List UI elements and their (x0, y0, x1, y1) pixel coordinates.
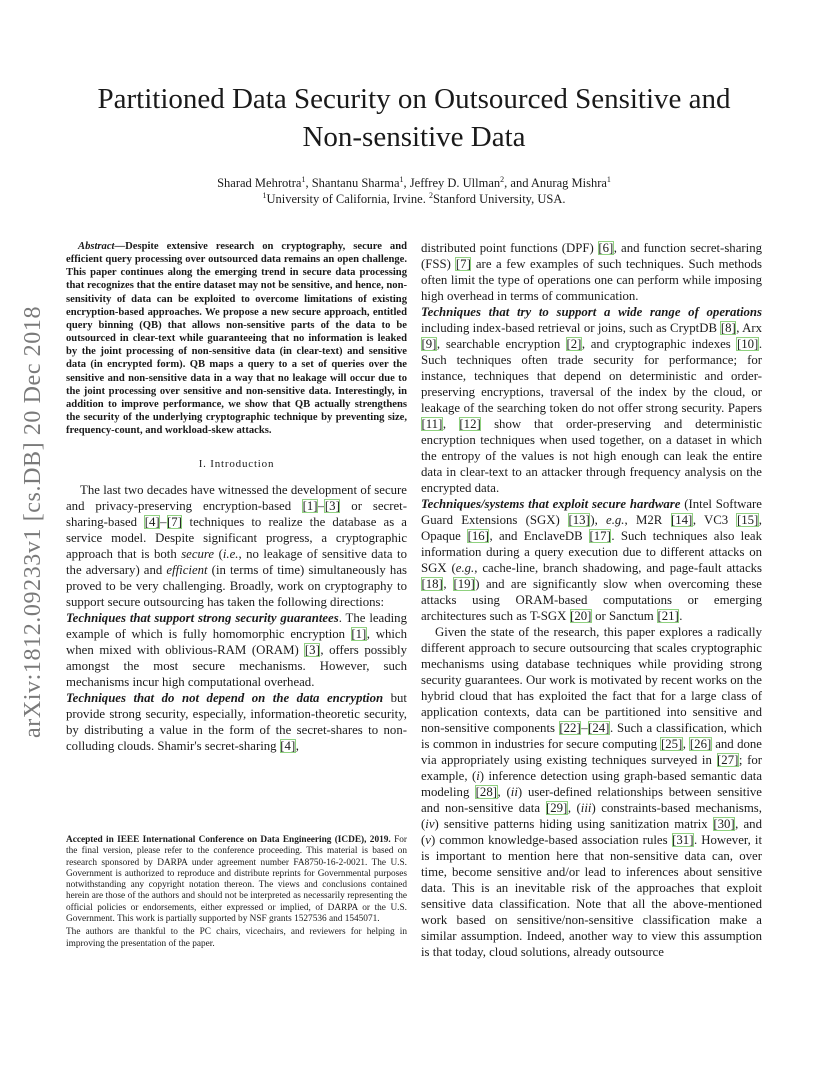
citation-link[interactable]: [4] (144, 515, 160, 530)
text: ) inference detection using graph-based semantic data modeling (421, 769, 763, 799)
text: ) common knowledge-based association rules (430, 833, 672, 847)
affiliation-mark: 2 (428, 191, 433, 200)
emphasis: secure (181, 547, 215, 562)
citation-link[interactable]: [18] (421, 577, 443, 591)
citation-link[interactable]: [7] (455, 257, 471, 271)
text: , VC3 (692, 513, 737, 527)
text: techniques to realize the database as a service model. Despite significant progress, a cryptographic approach that is both (66, 515, 407, 562)
footnote-thanks: The authors are thankful to the PC chairs, vicechairs, and reviewers for helping in improving the presentation of the paper. (66, 927, 407, 949)
text: including index-based retrieval or joins, such as CryptDB (421, 321, 721, 335)
affiliation-name: Stanford University, USA. (432, 192, 566, 206)
direction-strong-security (66, 610, 407, 690)
enumerator: ii (510, 785, 518, 799)
citation-link[interactable]: [8] (720, 321, 736, 335)
citation-link[interactable]: [24] (588, 721, 610, 735)
text: show that order-preserving and deterministic encryption techniques when used together, on a dataset in which the entropy of the values is not high enough can leak the entire data in clear-text to an attacker through frequency analysis on the encrypted data. (421, 417, 762, 495)
citation-link[interactable]: [17] (589, 529, 611, 543)
direction-wide-operations (421, 304, 762, 496)
text: , which when mixed with oblivious-RAM (ORAM) (66, 627, 407, 658)
affiliation-mark: 1 (606, 175, 611, 184)
funding-note: For the final version, please refer to the conference proceeding. This material is based on research sponsored by DARPA under agreement number FA8750-16-2-0021. The U.S. Government is authorized to reproduce and distribute reprints for Governmental purposes notwithstanding any copyright notation thereon. The views and conclusions contained herein are those of the authors and should not be interpreted as necessarily representing the official policies or endorsements, either expressed or implied, of DARPA or the U.S. Government. This work is partially supported by NSF grants 1527536 and 1545071. (66, 835, 407, 925)
text: , Arx (736, 321, 763, 335)
text: ) user-defined relationships between sensitive and non-sensitive data (421, 785, 762, 815)
footnote (66, 835, 407, 952)
separator: , and (504, 176, 531, 190)
text: are a few examples of such techniques. Such methods often limit the type of operations one can perform while imposing high overhead in terms of communication. (421, 257, 762, 303)
text: . (679, 609, 683, 623)
citation-link[interactable]: [11] (421, 417, 443, 431)
enumerator: v (425, 833, 431, 847)
enumerator: i (476, 769, 480, 783)
citation-link[interactable]: [27] (717, 753, 739, 767)
text: or secret-sharing-based (66, 499, 407, 530)
citation-link[interactable]: [16] (467, 529, 489, 543)
text: , searchable encryption (436, 337, 566, 351)
citation-link[interactable]: [13] (568, 513, 590, 527)
acceptance-note: Accepted in IEEE International Conference on Data Engineering (ICDE), 2019. (66, 835, 391, 845)
text: (Intel Software Guard Extensions (SGX) (421, 497, 762, 527)
text: . Such a classification, which is common in industries for secure computing (421, 721, 763, 751)
text: . The leading example of which is fully homomorphic encryption (66, 611, 407, 642)
citation-link[interactable]: [9] (421, 337, 437, 351)
citation-link[interactable]: [29] (546, 801, 568, 815)
citation-link[interactable]: [3] (324, 499, 340, 514)
citation-link[interactable]: [31] (672, 833, 694, 847)
citation-link[interactable]: [3] (304, 643, 320, 658)
left-column (66, 240, 407, 754)
citation-link[interactable]: [14] (671, 513, 693, 527)
citation-link[interactable]: [30] (713, 817, 735, 831)
enumerator: iv (425, 817, 435, 831)
text: – (160, 515, 167, 530)
text: – (581, 721, 588, 735)
text: ) sensitive patterns hiding using sanitization matrix (434, 817, 713, 831)
text: , (295, 739, 299, 754)
abstract-text: —Despite extensive research on cryptography, secure and efficient query processing over outsourced data remains an open challenge. This paper continues along the emerging trend in secure data processing that recognizes that the entire dataset may not be sensitive, and hence, non-sensitivity of data can be exploited to overcome limitations of existing encryption-based approaches. We propose a new secure approach, entitled query binning (QB) that allows non-sensitive parts of the data to be outsourced in clear-text while guaranteeing that no information is leaked by the joint processing of non-sensitive data (in clear-text) and sensitive data (in encrypted form). QB maps a query to a set of queries over the sensitive and non-sensitive data in a way that no leakage will occur due to the joint processing over sensitive and non-sensitive data. Interestingly, in addition to improve performance, we show that QB actually strengthens the security of the underlying cryptographic technique by preventing size, frequency-count, and workload-skew attacks. (66, 241, 407, 437)
intro-paragraph (66, 482, 407, 610)
citation-link[interactable]: [7] (167, 515, 182, 530)
arxiv-identifier: arXiv:1812.09233v1 [cs.DB] 20 Dec 2018 (20, 305, 46, 739)
text: , and cryptographic indexes (581, 337, 737, 351)
text: , ( (497, 785, 511, 799)
citation-link[interactable]: [15] (736, 513, 759, 527)
paper-title: Partitioned Data Security on Outsourced Sensitive and Non-sensitive Data (97, 83, 731, 153)
citation-link[interactable]: [20] (570, 609, 592, 623)
emphasis: efficient (166, 563, 208, 578)
author-name: Jeffrey D. Ullman (409, 176, 501, 190)
direction-secure-hardware (421, 496, 762, 624)
citation-link[interactable]: [10] (736, 337, 759, 351)
text: . Such techniques often trade security for performance; for instance, techniques that depend on deterministic and order-preserving encryptions, traversal of the index by the cloud, or leakage of the searching token do not offer strong security. Papers (421, 337, 763, 415)
affiliation-mark: 1 (301, 175, 306, 184)
citation-link[interactable]: [19] (453, 577, 475, 591)
text: , offers possibly amongst the most secure mechanisms. However, such mechanisms incur high computational overhead. (66, 643, 407, 690)
text: , (443, 577, 453, 591)
author-name: Anurag Mishra (530, 176, 607, 190)
citation-link[interactable]: [12] (459, 417, 481, 431)
text: ; for example, ( (421, 753, 763, 783)
citation-link[interactable]: [22] (559, 721, 581, 735)
text: , no leakage of sensitive data to the adversary) and (66, 547, 407, 578)
right-column (421, 240, 762, 960)
text: , (442, 417, 459, 431)
citation-link[interactable]: [4] (280, 739, 296, 754)
citation-link[interactable]: [25] (660, 737, 683, 751)
citation-link[interactable]: [1] (351, 627, 367, 642)
run-in-heading: Techniques that do not depend on the data encryption (66, 691, 384, 706)
run-in-heading: Techniques that support strong security guarantees (66, 611, 339, 626)
text: The last two decades have witnessed the development of secure and privacy-preserving encryption-based (66, 483, 407, 514)
citation-link[interactable]: [26] (689, 737, 712, 751)
emphasis: i.e. (222, 547, 239, 562)
affiliation-mark: 1 (399, 175, 404, 184)
citation-link[interactable]: [6] (598, 241, 614, 255)
emphasis: e.g. (606, 513, 625, 527)
right-paragraph-approach (421, 624, 762, 960)
text: Given the state of the research, this paper explores a radically different approach to secure outsourcing that scales cryptographic mechanisms using database techniques while providing strong security guarantees. Our work is motivated by recent works on the hybrid cloud that has exploited the fact that for a large class of application contexts, data can be partitioned into sensitive and non-sensitive components (421, 625, 762, 735)
text: ), (590, 513, 607, 527)
text: – (318, 499, 325, 514)
text: , and function secret-sharing (FSS) (421, 241, 762, 271)
abstract-label: Abstract (78, 241, 115, 252)
separator: , (403, 176, 410, 190)
author-name: Sharad Mehrotra (217, 176, 302, 190)
text: but provide strong security, especially, information-theoretic security, by distributing a value in the form of the secret-shares to non-colluding clouds. Shamir's secret-sharing (66, 691, 407, 754)
text: , Opaque (421, 513, 762, 543)
footnote-acceptance (66, 835, 407, 925)
run-in-heading: Techniques that try to support a wide range of operations (421, 305, 762, 319)
text: ) constraints-based mechanisms, ( (421, 801, 762, 831)
run-in-heading: Techniques/systems that exploit secure hardware (421, 497, 681, 511)
direction-no-encryption (66, 690, 407, 754)
citation-link[interactable]: [28] (475, 785, 497, 799)
text: distributed point functions (DPF) (421, 241, 598, 255)
text: , M2R (624, 513, 671, 527)
text: (in terms of time) simultaneously has proved to be very challenging. Broadly, work on cryptography to support secure outsourcing has taken the following directions: (66, 563, 407, 610)
enumerator: iii (580, 801, 592, 815)
abstract (66, 240, 407, 437)
citation-link[interactable]: [21] (657, 609, 679, 623)
right-paragraph-1 (421, 240, 762, 304)
affiliations (66, 191, 762, 207)
text: , ( (567, 801, 581, 815)
text: or Sanctum (591, 609, 657, 623)
section-heading-introduction: I. Introduction (198, 458, 275, 471)
text: , and EnclaveDB (489, 529, 590, 543)
citation-link[interactable]: [2] (566, 337, 582, 351)
text: , (682, 737, 690, 751)
affiliation-mark: 1 (262, 191, 267, 200)
text: , and ( (421, 817, 762, 847)
affiliation-mark: 2 (500, 175, 505, 184)
author-list (66, 175, 762, 191)
text: . Such techniques also leak information during a query execution due to different attacks on SGX ( (421, 529, 762, 575)
emphasis: e.g. (455, 561, 475, 575)
text: ( (214, 547, 223, 562)
separator: , (305, 176, 312, 190)
citation-link[interactable]: [1] (302, 499, 318, 514)
text: ) and are significantly slow when overcoming these attacks using ORAM-based computations or emerging architectures such as T-SGX (421, 577, 762, 623)
text: , cache-line, branch shadowing, and page-fault attacks (474, 561, 762, 575)
author-name: Shantanu Sharma (311, 176, 400, 190)
text: and done via appropriately using existing techniques surveyed in (421, 737, 762, 767)
text: . However, it is important to mention here that non-sensitive data can, over time, become sensitive and/or lead to inferences about sensitive data. This is an inevitable risk of the approaches that exploit sensitive data classification. Note that all the above-mentioned work based on sensitive/non-sensitive classification make a similar assumption. Indeed, another way to view this assumption is that today, cloud solutions, already outsource (421, 833, 763, 959)
affiliation-name: University of California, Irvine. (266, 192, 429, 206)
